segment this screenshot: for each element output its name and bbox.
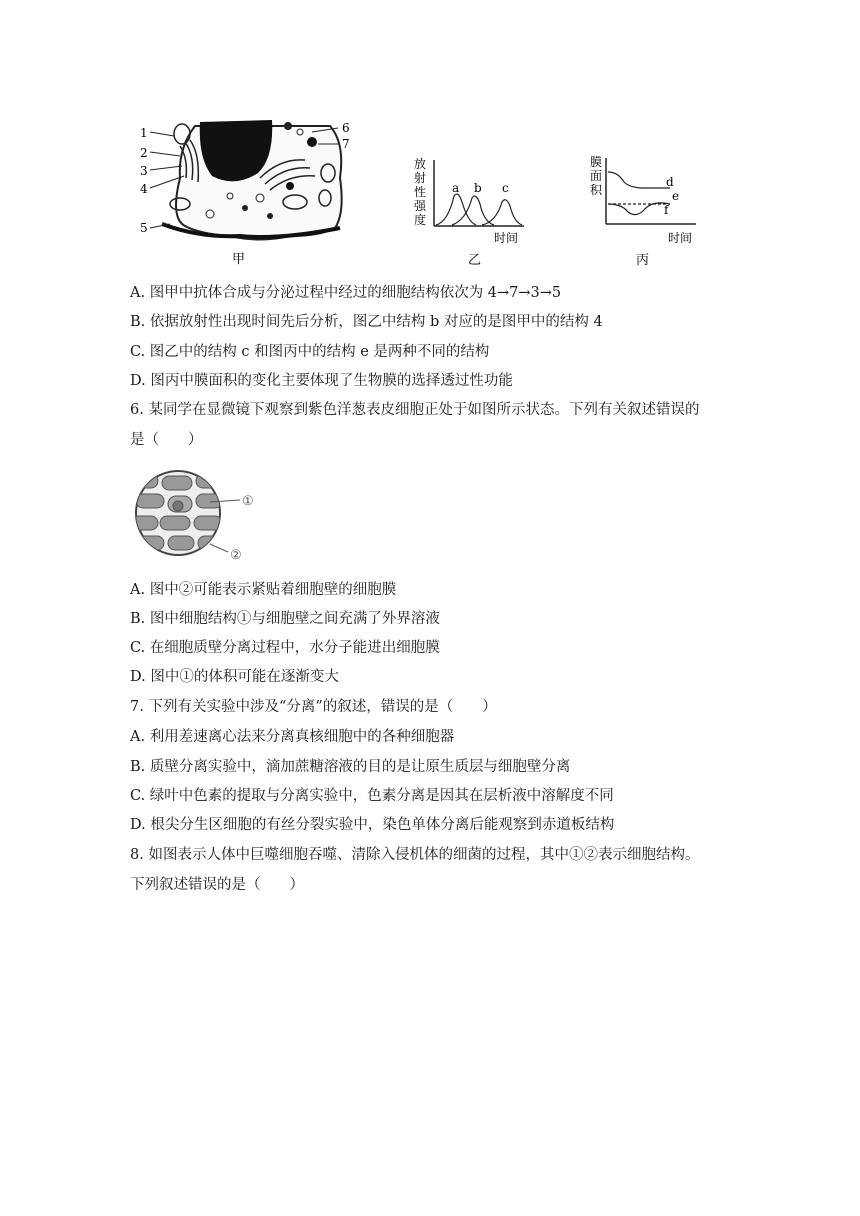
q5-option-b: B. 依据放射性出现时间先后分析，图乙中结构 b 对应的是图甲中的结构 4 — [130, 314, 603, 330]
jia-label-5: 5 — [140, 221, 148, 235]
q5-option-a: A. 图甲中抗体合成与分泌过程中经过的细胞结构依次为 4→7→3→5 — [130, 285, 562, 301]
bing-ylabel-2: 面 — [590, 169, 603, 183]
yi-ylabel-1: 放 — [414, 157, 427, 171]
figure-bing — [588, 152, 708, 266]
q7-stem: 7. 下列有关实验中涉及“分离”的叙述，错误的是（ ） — [130, 699, 497, 715]
q5-option-d: D. 图丙中膜面积的变化主要体现了生物膜的选择透过性功能 — [130, 373, 513, 389]
yi-curve-a: a — [452, 181, 460, 195]
bing-xlabel: 时间 — [668, 231, 693, 245]
q6-option-b: B. 图中细胞结构①与细胞壁之间充满了外界溶液 — [130, 611, 440, 627]
bing-ylabel-1: 膜 — [590, 155, 603, 169]
yi-curve-c: c — [502, 181, 509, 195]
yi-xlabel: 时间 — [494, 231, 519, 245]
jia-label-4: 4 — [140, 182, 148, 196]
onion-label-1: ① — [242, 494, 254, 509]
q7-option-b: B. 质壁分离实验中，滴加蔗糖溶液的目的是让原生质层与细胞壁分离 — [130, 759, 571, 775]
yi-ylabel-3: 性 — [414, 185, 427, 199]
jia-label-7: 7 — [342, 137, 350, 151]
jia-label-1: 1 — [140, 126, 148, 140]
q7-option-a: A. 利用差速离心法来分离真核细胞中的各种细胞器 — [130, 729, 455, 745]
q6-stem-line1: 6. 某同学在显微镜下观察到紫色洋葱表皮细胞正处于如图所示状态。下列有关叙述错误的 — [130, 402, 700, 418]
figure-onion-cell — [130, 466, 266, 566]
q8-stem-line2: 下列叙述错误的是（ ） — [130, 877, 304, 893]
bing-curve-e: e — [672, 189, 680, 203]
jia-label-3: 3 — [140, 164, 148, 178]
q6-option-a: A. 图中②可能表示紧贴着细胞壁的细胞膜 — [130, 582, 397, 598]
figure-jia — [140, 118, 360, 266]
q6-stem-line2: 是（ ） — [130, 432, 203, 448]
bing-caption: 丙 — [636, 253, 650, 266]
yi-ylabel-2: 射 — [414, 171, 427, 185]
q6-option-c: C. 在细胞质壁分离过程中，水分子能进出细胞膜 — [130, 640, 440, 656]
yi-curve-b: b — [474, 181, 482, 195]
yi-ylabel-5: 度 — [414, 213, 427, 227]
q6-option-d: D. 图中①的体积可能在逐渐变大 — [130, 669, 339, 685]
bing-ylabel-3: 积 — [590, 183, 603, 197]
jia-label-6: 6 — [342, 121, 350, 135]
jia-label-2: 2 — [140, 146, 148, 160]
bing-curve-d: d — [666, 175, 674, 189]
jia-caption: 甲 — [232, 252, 246, 266]
q7-option-c: C. 绿叶中色素的提取与分离实验中，色素分离是因其在层析液中溶解度不同 — [130, 788, 614, 804]
yi-ylabel-4: 强 — [414, 199, 427, 213]
q5-option-c: C. 图乙中的结构 c 和图丙中的结构 e 是两种不同的结构 — [130, 344, 490, 360]
q8-stem-line1: 8. 如图表示人体中巨噬细胞吞噬、清除入侵机体的细菌的过程，其中①②表示细胞结构。 — [130, 847, 700, 863]
q7-option-d: D. 根尖分生区细胞的有丝分裂实验中，染色单体分离后能观察到赤道板结构 — [130, 817, 615, 833]
yi-caption: 乙 — [468, 253, 482, 266]
bing-curve-f: f — [664, 203, 669, 217]
onion-label-2: ② — [230, 548, 242, 563]
figure-yi — [412, 152, 532, 266]
